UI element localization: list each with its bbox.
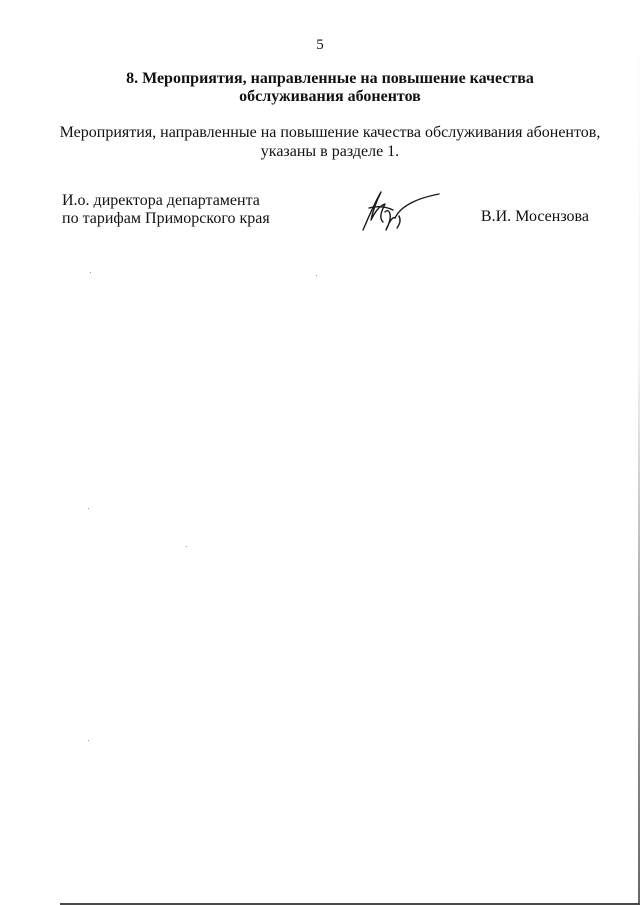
scan-speck bbox=[88, 508, 89, 509]
handwritten-signature bbox=[355, 186, 445, 238]
signatory-title-line-1: И.о. директора департамента bbox=[62, 192, 260, 209]
page-number: 5 bbox=[316, 37, 324, 53]
signatory-title-line-2: по тарифам Приморского края bbox=[62, 210, 270, 227]
scan-speck bbox=[316, 275, 317, 276]
section-body-line-2: указаны в разделе 1. bbox=[260, 143, 400, 160]
section-body bbox=[40, 123, 620, 161]
signatory-name: В.И. Мосензова bbox=[480, 208, 589, 225]
section-heading-line-1: 8. Мероприятия, направленные на повышение качества bbox=[126, 70, 534, 87]
section-heading bbox=[60, 70, 600, 106]
scan-speck bbox=[186, 546, 187, 547]
scan-speck bbox=[88, 740, 89, 741]
signatory-title bbox=[62, 192, 270, 228]
scan-speck bbox=[90, 272, 91, 273]
section-heading-line-2: обслуживания абонентов bbox=[239, 88, 421, 105]
section-body-line-1: Мероприятия, направленные на повышение качества обслуживания абонентов, bbox=[59, 124, 601, 141]
